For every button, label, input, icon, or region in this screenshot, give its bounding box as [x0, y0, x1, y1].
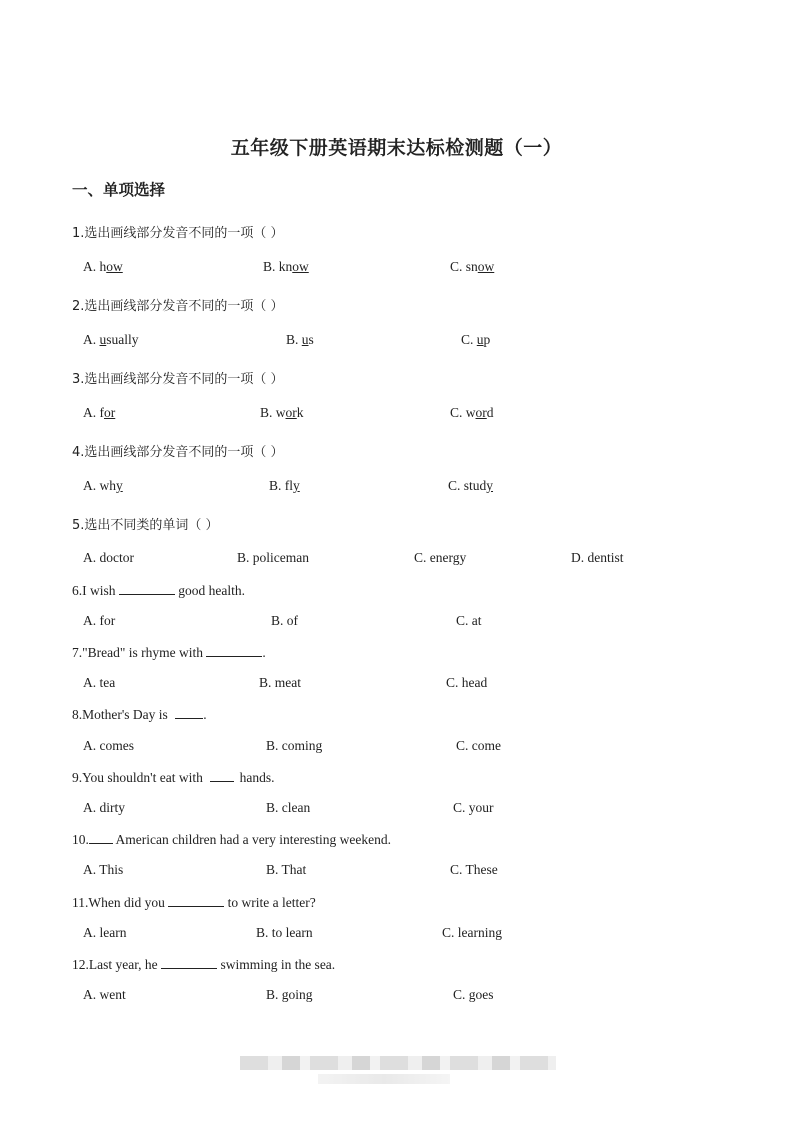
q6-option-c: C. at: [456, 613, 482, 628]
q6-option-b: B. of: [271, 613, 298, 628]
q12-option-a: A. went: [83, 987, 126, 1002]
q2-option-b: B. us: [286, 332, 314, 347]
blurred-footer-watermark: [240, 1056, 556, 1070]
q6-option-a: A. for: [83, 613, 116, 628]
q11-option-b: B. to learn: [256, 925, 313, 940]
question-1: 1.选出画线部分发音不同的一项（ ）: [72, 226, 284, 241]
q7-option-c: C. head: [446, 675, 488, 690]
answer-blank: [161, 956, 217, 969]
question-8: 8.Mother's Day is .: [72, 707, 207, 722]
q5-option-a: A. doctor: [83, 550, 134, 565]
question-6: 6.I wish good health.: [72, 583, 245, 598]
section-heading: 一、单项选择: [72, 181, 166, 199]
q10-option-a: A. This: [83, 862, 124, 877]
answer-blank: [210, 769, 234, 782]
q8-option-a: A. comes: [83, 738, 134, 753]
q12-option-c: C. goes: [453, 987, 494, 1002]
q4-option-b: B. fly: [269, 478, 300, 493]
q5-option-d: D. dentist: [571, 550, 624, 565]
q4-option-a: A. why: [83, 478, 123, 493]
q4-option-c: C. study: [448, 478, 494, 493]
q1-option-c: C. snow: [450, 259, 495, 274]
q1-option-a: A. how: [83, 259, 123, 274]
answer-blank: [119, 582, 175, 595]
question-2: 2.选出画线部分发音不同的一项（ ）: [72, 299, 284, 314]
answer-blank: [206, 644, 262, 657]
question-7: 7."Bread" is rhyme with .: [72, 645, 266, 660]
q9-option-c: C. your: [453, 800, 494, 815]
q11-option-c: C. learning: [442, 925, 502, 940]
q10-option-b: B. That: [266, 862, 307, 877]
q11-option-a: A. learn: [83, 925, 127, 940]
q3-option-b: B. work: [260, 405, 304, 420]
question-11: 11.When did you to write a letter?: [72, 895, 316, 910]
answer-blank: [175, 706, 203, 719]
blurred-footer-watermark-line2: [318, 1074, 450, 1084]
q12-option-b: B. going: [266, 987, 313, 1002]
page-title: 五年级下册英语期末达标检测题（一）: [230, 137, 563, 159]
q5-option-b: B. policeman: [237, 550, 309, 565]
q9-option-b: B. clean: [266, 800, 311, 815]
q10-option-c: C. These: [450, 862, 498, 877]
q3-option-c: C. word: [450, 405, 494, 420]
q3-option-a: A. for: [83, 405, 116, 420]
q7-option-b: B. meat: [259, 675, 301, 690]
question-10: 10. American children had a very interesting weekend.: [72, 832, 392, 847]
answer-blank: [89, 831, 113, 844]
q9-option-a: A. dirty: [83, 800, 125, 815]
question-3: 3.选出画线部分发音不同的一项（ ）: [72, 372, 284, 387]
q8-option-c: C. come: [456, 738, 501, 753]
q2-option-c: C. up: [461, 332, 491, 347]
question-4: 4.选出画线部分发音不同的一项（ ）: [72, 445, 284, 460]
question-9: 9.You shouldn't eat with hands.: [72, 770, 275, 785]
q7-option-a: A. tea: [83, 675, 116, 690]
question-12: 12.Last year, he swimming in the sea.: [72, 957, 336, 972]
q8-option-b: B. coming: [266, 738, 323, 753]
q5-option-c: C. energy: [414, 550, 467, 565]
question-5: 5.选出不同类的单词（ ）: [72, 518, 219, 533]
answer-blank: [168, 894, 224, 907]
q1-option-b: B. know: [263, 259, 309, 274]
q2-option-a: A. usually: [83, 332, 139, 347]
